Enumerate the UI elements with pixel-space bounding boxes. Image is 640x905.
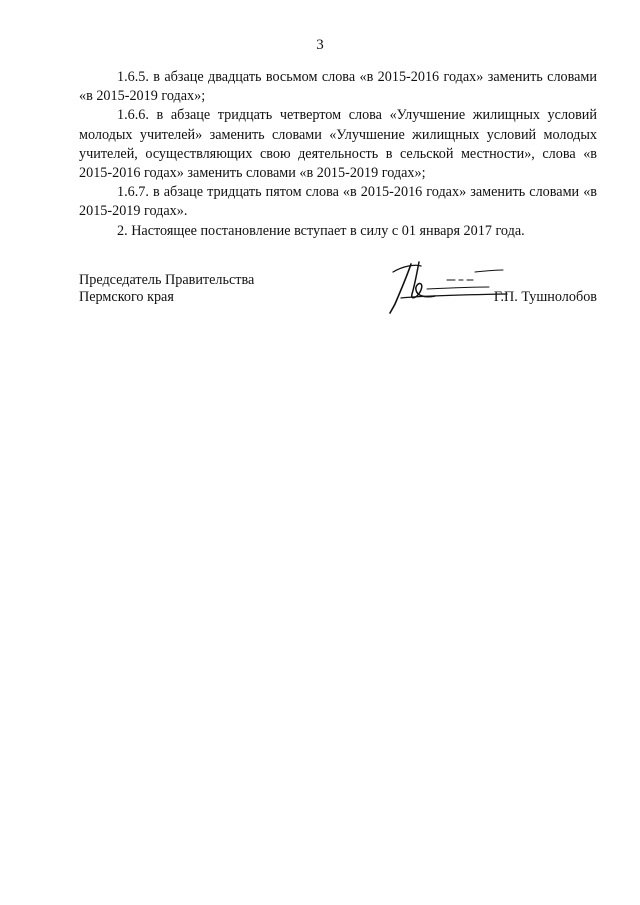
paragraph-1-6-5: 1.6.5. в абзаце двадцать восьмом слова «в 2015-2016 годах» заменить словами «в 2015-2019 годах»; [79,69,597,105]
paragraph-1-6-7: 1.6.7. в абзаце тридцать пятом слова «в 2015-2016 годах» заменить словами «в 2015-2019 годах». [79,184,597,220]
signer-position-line-2: Пермского края [79,289,174,305]
signature-block [79,272,597,322]
page-number: 3 [316,37,324,53]
signer-position-line-1: Председатель Правительства [79,272,255,288]
signer-name: Г.П. Тушнолобов [493,289,597,305]
paragraph-2: 2. Настоящее постановление вступает в силу с 01 января 2017 года. [117,222,525,239]
paragraph-1-6-6: 1.6.6. в абзаце тридцать четвертом слова «Улучшение жилищных условий молодых учителей» заменить словами «Улучшение жилищных условий молодых учителей, осуществляющих свою деятельность в сельской местности», слова «в 2015-2016 годах» заменить словами «в 2015-2019 годах»; [79,107,597,182]
document-body [79,68,597,241]
signer-position [79,272,254,306]
handwritten-signature [389,258,509,314]
